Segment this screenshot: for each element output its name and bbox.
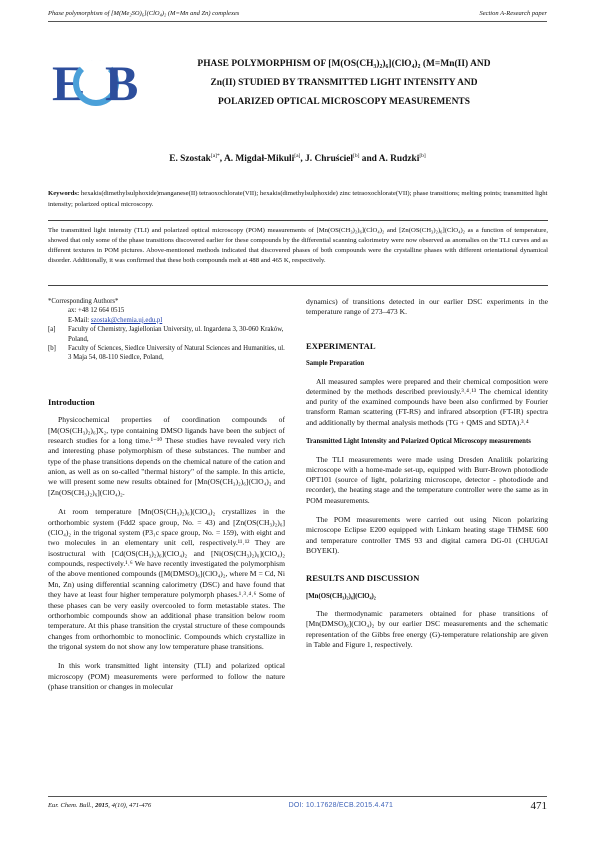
doi-link[interactable]: DOI: 10.17628/ECB.2015.4.471	[288, 802, 394, 809]
divider	[48, 220, 548, 221]
email-label: E-Mail:	[68, 316, 91, 324]
journal-pages: 471-476	[129, 802, 152, 809]
paragraph: The thermodynamic parameters obtained for phase transitions of [Mn(DMSO)₆](ClO₄)₂ by our earlier DSC measurements and the schematic representation of the Gibbs free energy (G)-temperature relationship are given in Table and Figure 1, respectively.	[306, 609, 548, 649]
title-line-1: PHASE POLYMORPHISM OF [M(OS(CH₃)₂)₆](ClO₄)₂ (M=Mn(II) AND	[197, 59, 491, 69]
journal-year: 2015	[95, 802, 109, 809]
affiliation-b	[48, 344, 285, 363]
running-header-left: Phase polymorphism of [M(Me₂SO)₆](ClO₄)₂ (M=Mn and Zn) complexes	[48, 10, 240, 17]
svg-text:E: E	[52, 55, 86, 111]
email-link[interactable]: szostak@chemia.uj.edu.pl	[90, 316, 163, 324]
affiliation-a	[48, 325, 285, 344]
author-name: A. Rudzki	[378, 154, 420, 165]
subsection-heading: [Mn(OS(CH₃)₂)₆](ClO₄)₂	[306, 592, 376, 600]
subsection-heading: Transmitted Light Intensity and Polarized Optical Microscopy measurements	[306, 438, 531, 446]
right-column	[306, 297, 548, 659]
paragraph: At room temperature [Mn(OS(CH₃)₂)₆](ClO₄)₂ crystallizes in the orthorhombic system (Fdd2 space group, No. = 43) and [Zn(OS(CH₃)₂)₆](ClO₄)₂ in the trigonal system (P3₁c space group, No. = 159), with eight and two molecules in an elementary unit cell, respectively.¹¹˒¹² They are isostructural with [Cd(OS(CH₃)₂)₆](ClO₄)₂ and [Ni(OS(CH₃)₂)₆](ClO₄)₂ compounds, respectively.¹˒⁶ We have recently investigated the polymorphism of the above mentioned compounds ([M(DMSO)₆](ClO₄)₂, where M = Cd, Ni Mn, Zn) using differential scanning calorimetry (DSC) and have found that they have at least four higher temperature polymorph phases.¹˒³˒⁴˒⁶ Some of these phases can be very easily overcooled to form metastable states. The orthorhombic compounds show an additional phase transition below room temperature. At this phase transition the crystal structure of these compounds changes from orthorhombic to monoclinic. Compounds which crystallize in the trigonal system do not show any low temperature phase transitions.	[48, 507, 285, 652]
paragraph: All measured samples were prepared and their chemical composition were determined by the methods described previously.³˒⁴˒¹³ The chemical identity and purity of the examined compounds have been also confirmed by Fourier transform Raman scattering (FT-RS) and infrared absorption (FT-IR) spectra and additionally by thermal analysis methods (TG + QMS and SDTA).³˒⁴	[306, 376, 548, 427]
svg-text:B: B	[105, 55, 139, 111]
journal-volume: 4(10),	[111, 802, 128, 809]
affiliation-tag: [b]	[48, 345, 56, 353]
paragraph: Physicochemical properties of coordination compounds of [M(OS(CH₃)₂)₆]X₂, type containing DMSO ligands have been the subject of research studies for a long time.¹⁻¹⁰ These studies have revealed very rich and interesting phase polymorphism of these substances. The number and type of the phase transitions depends on the chemical nature of the cation and anion, as well as on so-called "thermal history" of the sample. In this article, we will present some new results obtained for [Mn(OS(CH₃)₂)₆](ClO₄)₂ and [Zn(OS(CH₃)₂)₆](ClO₄)₂.	[48, 415, 285, 497]
paragraph: The TLI measurements were made using Dresden Analitik polarizing microscope with a home-made set-up, equipped with Burr-Brown photodiode OPT101 (source of light, polarizing microscope, detector - photodiode and recorder), the heating stage and the temperature controller were the same as in POM measurements.	[306, 454, 548, 505]
author-affiliation: [a]	[294, 153, 301, 159]
journal-name: Eur. Chem. Bull.	[48, 802, 92, 809]
section-heading: RESULTS AND DISCUSSION	[306, 573, 420, 584]
affiliation-text: Faculty of Chemistry, Jagiellonian University, ul. Ingardena 3, 30-060 Kraków, Poland,	[68, 326, 284, 343]
running-header-right: Section A-Research paper	[479, 10, 547, 17]
section-heading: Introduction	[48, 396, 95, 407]
page-footer	[48, 796, 547, 810]
author-affiliation: [b]	[352, 153, 360, 159]
section-heading: EXPERIMENTAL	[306, 340, 376, 351]
author-affiliation: [b]	[419, 153, 426, 159]
running-header	[48, 10, 547, 22]
left-column	[48, 297, 285, 702]
footnotes	[48, 297, 285, 363]
paragraph: The POM measurements were carried out using Nicon polarizing microscope Eclipse E200 equipped with Linkam heating stage THMSE 600 and temperature controller TMS 93 and digital camera DG-01 (CHUGAI BOYEKI).	[306, 515, 548, 555]
author-name: A. Migdał-Mikuli	[223, 154, 295, 165]
paper-title	[138, 55, 550, 112]
abstract: The transmitted light intensity (TLI) and polarized optical microscopy (POM) measurements of [Mn(OS(CH₃)₂)₆](ClO₄)₂ and [Zn(OS(CH₃)₂)₆](ClO₄)₂ as a function of temperature, showed that only some of the phase transitions discovered earlier for these compounds by the differential scanning calorimetry were now observed as anomalies on the TLI curves and as different textures in POM pictures. Above-mentioned methods indicated that discovered phases of both compounds were the crystalline phases with different orientational dynamical disorder. Additionally, it was confirmed that these both compounds melt at 488 and 465 K, respectively.	[48, 227, 548, 265]
author-affiliation: [a]*	[210, 153, 220, 159]
footnote-fax: ax: +48 12 664 0515	[68, 307, 125, 315]
paragraph: dynamics) of transitions detected in our earlier DSC experiments in the temperature range of 273–473 K.	[306, 297, 548, 317]
keywords-label: Keywords:	[48, 190, 80, 197]
author-name: J. Chruściel	[305, 154, 353, 165]
journal-citation: Eur. Chem. Bull., 2015, 4(10), 471-476	[48, 802, 152, 809]
author-name: E. Szostak	[169, 154, 211, 165]
affiliation-text: Faculty of Sciences, Siedlce University of Natural Sciences and Humanities, ul. 3 Maja 54, 08-110 Siedlce, Poland,	[68, 345, 285, 362]
page-number: 471	[530, 799, 547, 812]
title-line-3: POLARIZED OPTICAL MICROSCOPY MEASUREMENTS	[218, 97, 470, 107]
footnote-email	[48, 316, 285, 325]
affiliation-tag: [a]	[48, 326, 56, 334]
divider	[48, 285, 548, 286]
keywords-text: hexakis(dimethylsulphoxide)manganese(II) tetraoxochlorate(VII); hexakis(dimethylsulphoxide) zinc tetraoxochlorate(VII); phase transitions; melting points; transmitted light intensity; polarized optical microscopy.	[48, 190, 548, 208]
author-list: E. Szostak$^{[a]*}$, A. Migdał-Mikuli[a], J. Chruściel[b] and A. Rudzki[b]	[169, 153, 426, 165]
title-line-2: Zn(II) STUDIED BY TRANSMITTED LIGHT INTENSITY AND	[210, 78, 478, 88]
footnote-corresponding: *Corresponding Authors*	[48, 298, 119, 305]
journal-logo	[52, 55, 139, 111]
paragraph: In this work transmitted light intensity (TLI) and polarized optical microscopy (POM) measurements were performed to follow the nature (phase transition or changes in molecular	[48, 661, 285, 692]
subsection-heading: Sample Preparation	[306, 360, 365, 368]
keywords	[48, 189, 548, 210]
